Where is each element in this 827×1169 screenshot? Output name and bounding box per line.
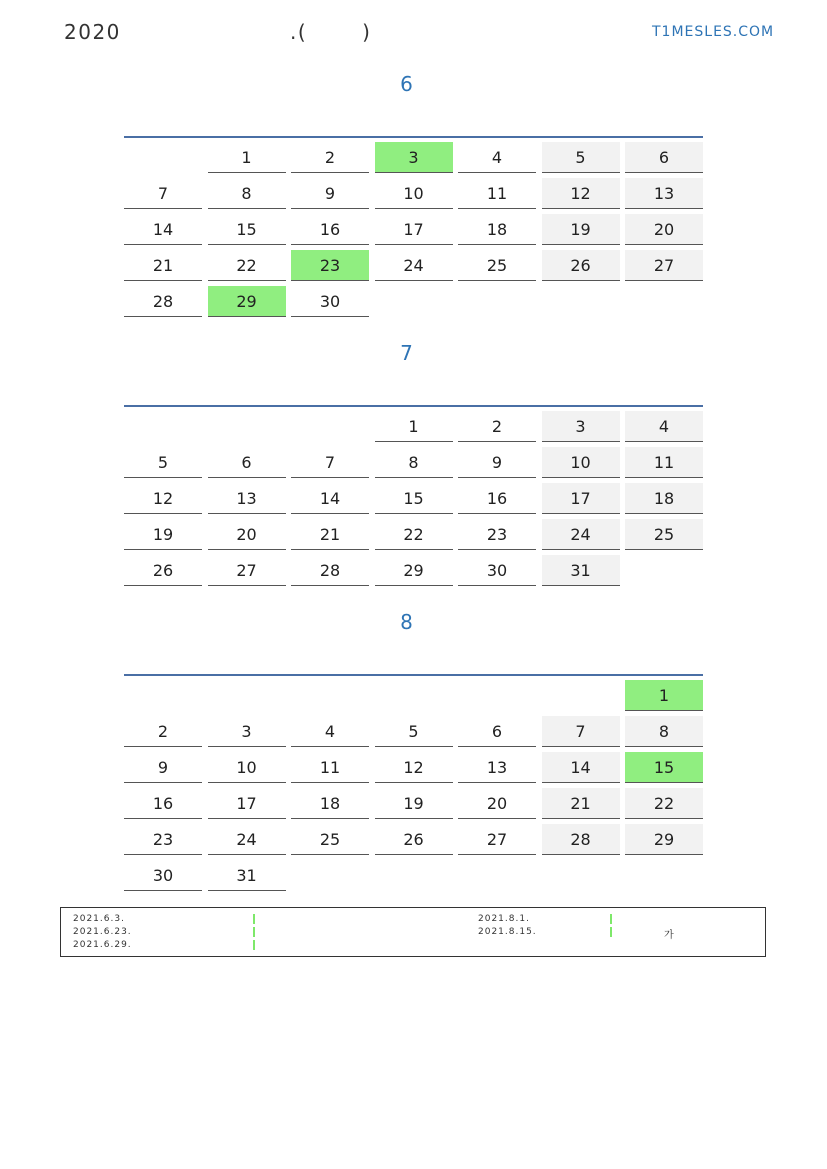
day-cell: 26 xyxy=(375,824,453,855)
week-row xyxy=(124,407,703,443)
day-cell: 24 xyxy=(208,824,286,855)
day-cell: 12 xyxy=(375,752,453,783)
day-cell: 14 xyxy=(291,483,369,514)
week-row xyxy=(124,443,703,479)
week-row xyxy=(124,820,703,856)
day-cell: 26 xyxy=(124,555,202,586)
day-cell: 1 xyxy=(375,411,453,442)
empty-cell xyxy=(375,860,453,891)
day-cell: 2 xyxy=(124,716,202,747)
day-cell: 15 xyxy=(375,483,453,514)
empty-cell xyxy=(124,411,202,442)
day-cell: 16 xyxy=(124,788,202,819)
day-cell: 3 xyxy=(208,716,286,747)
empty-cell xyxy=(291,860,369,891)
empty-cell xyxy=(542,860,620,891)
week-row xyxy=(124,138,703,174)
day-cell: 22 xyxy=(208,250,286,281)
day-cell: 6 xyxy=(625,142,703,173)
day-cell: 28 xyxy=(542,824,620,855)
day-cell: 11 xyxy=(291,752,369,783)
week-row xyxy=(124,551,703,587)
day-cell: 12 xyxy=(542,178,620,209)
day-cell: 18 xyxy=(458,214,536,245)
day-cell: 18 xyxy=(291,788,369,819)
day-cell: 30 xyxy=(291,286,369,317)
note-date: 2021.6.3. xyxy=(73,914,125,924)
day-cell: 4 xyxy=(625,411,703,442)
empty-cell xyxy=(291,680,369,711)
holiday-day-cell: 23 xyxy=(291,250,369,281)
month-title-july: 7 xyxy=(400,341,413,365)
day-cell: 27 xyxy=(625,250,703,281)
day-cell: 11 xyxy=(625,447,703,478)
day-cell: 16 xyxy=(291,214,369,245)
day-cell: 13 xyxy=(208,483,286,514)
day-cell: 31 xyxy=(542,555,620,586)
day-cell: 19 xyxy=(124,519,202,550)
empty-cell xyxy=(625,286,703,317)
day-cell: 25 xyxy=(458,250,536,281)
empty-cell xyxy=(542,286,620,317)
day-cell: 25 xyxy=(625,519,703,550)
week-row xyxy=(124,282,703,318)
day-cell: 23 xyxy=(124,824,202,855)
holiday-day-cell: 15 xyxy=(625,752,703,783)
day-cell: 12 xyxy=(124,483,202,514)
day-cell: 4 xyxy=(291,716,369,747)
note-date: 2021.8.1. xyxy=(478,914,530,924)
day-cell: 20 xyxy=(625,214,703,245)
calendar-june xyxy=(124,136,703,318)
week-row xyxy=(124,246,703,282)
day-cell: 30 xyxy=(458,555,536,586)
week-row xyxy=(124,515,703,551)
day-cell: 17 xyxy=(375,214,453,245)
week-row xyxy=(124,174,703,210)
day-cell: 21 xyxy=(542,788,620,819)
calendar-august xyxy=(124,674,703,892)
day-cell: 14 xyxy=(124,214,202,245)
day-cell: 23 xyxy=(458,519,536,550)
week-row xyxy=(124,712,703,748)
day-cell: 29 xyxy=(375,555,453,586)
day-cell: 6 xyxy=(208,447,286,478)
day-cell: 31 xyxy=(208,860,286,891)
month-title-june: 6 xyxy=(400,72,413,96)
empty-cell xyxy=(625,555,703,586)
day-cell: 29 xyxy=(625,824,703,855)
holiday-day-cell: 3 xyxy=(375,142,453,173)
note-date: 2021.8.15. xyxy=(478,927,537,937)
holiday-day-cell: 1 xyxy=(625,680,703,711)
empty-cell xyxy=(458,680,536,711)
day-cell: 13 xyxy=(625,178,703,209)
holiday-notes xyxy=(60,907,766,957)
day-cell: 10 xyxy=(542,447,620,478)
day-cell: 20 xyxy=(208,519,286,550)
week-row xyxy=(124,748,703,784)
day-cell: 28 xyxy=(291,555,369,586)
day-cell: 15 xyxy=(208,214,286,245)
day-cell: 7 xyxy=(542,716,620,747)
empty-cell xyxy=(124,142,202,173)
note-text: 가 xyxy=(664,930,674,941)
day-cell: 13 xyxy=(458,752,536,783)
day-cell: 24 xyxy=(542,519,620,550)
day-cell: 30 xyxy=(124,860,202,891)
empty-cell xyxy=(208,411,286,442)
month-title-august: 8 xyxy=(400,610,413,634)
week-row xyxy=(124,676,703,712)
calendar-july xyxy=(124,405,703,587)
holiday-day-cell: 29 xyxy=(208,286,286,317)
day-cell: 10 xyxy=(208,752,286,783)
day-cell: 8 xyxy=(375,447,453,478)
note-date: 2021.6.29. xyxy=(73,940,132,950)
holiday-marker xyxy=(610,927,612,937)
day-cell: 5 xyxy=(542,142,620,173)
day-cell: 14 xyxy=(542,752,620,783)
day-cell: 11 xyxy=(458,178,536,209)
day-cell: 1 xyxy=(208,142,286,173)
empty-cell xyxy=(458,860,536,891)
empty-cell xyxy=(375,680,453,711)
day-cell: 21 xyxy=(124,250,202,281)
day-cell: 20 xyxy=(458,788,536,819)
holiday-marker xyxy=(253,940,255,950)
header-year: 2020 xyxy=(64,20,121,44)
day-cell: 10 xyxy=(375,178,453,209)
day-cell: 19 xyxy=(375,788,453,819)
day-cell: 22 xyxy=(375,519,453,550)
empty-cell xyxy=(625,860,703,891)
day-cell: 3 xyxy=(542,411,620,442)
day-cell: 17 xyxy=(542,483,620,514)
empty-cell xyxy=(124,680,202,711)
day-cell: 8 xyxy=(208,178,286,209)
day-cell: 9 xyxy=(124,752,202,783)
note-date: 2021.6.23. xyxy=(73,927,132,937)
day-cell: 24 xyxy=(375,250,453,281)
day-cell: 2 xyxy=(458,411,536,442)
day-cell: 9 xyxy=(291,178,369,209)
day-cell: 4 xyxy=(458,142,536,173)
day-cell: 2 xyxy=(291,142,369,173)
day-cell: 27 xyxy=(458,824,536,855)
week-row xyxy=(124,856,703,892)
day-cell: 19 xyxy=(542,214,620,245)
day-cell: 28 xyxy=(124,286,202,317)
day-cell: 26 xyxy=(542,250,620,281)
header-title: .( ) xyxy=(290,20,372,44)
empty-cell xyxy=(375,286,453,317)
day-cell: 5 xyxy=(124,447,202,478)
holiday-marker xyxy=(253,914,255,924)
day-cell: 8 xyxy=(625,716,703,747)
week-row xyxy=(124,210,703,246)
week-row xyxy=(124,784,703,820)
holiday-marker xyxy=(253,927,255,937)
day-cell: 17 xyxy=(208,788,286,819)
day-cell: 7 xyxy=(124,178,202,209)
holiday-marker xyxy=(610,914,612,924)
day-cell: 7 xyxy=(291,447,369,478)
day-cell: 21 xyxy=(291,519,369,550)
empty-cell xyxy=(208,680,286,711)
empty-cell xyxy=(542,680,620,711)
day-cell: 6 xyxy=(458,716,536,747)
day-cell: 9 xyxy=(458,447,536,478)
day-cell: 27 xyxy=(208,555,286,586)
week-row xyxy=(124,479,703,515)
day-cell: 22 xyxy=(625,788,703,819)
day-cell: 25 xyxy=(291,824,369,855)
empty-cell xyxy=(458,286,536,317)
brand-link[interactable]: T1MESLES.COM xyxy=(652,24,775,40)
day-cell: 5 xyxy=(375,716,453,747)
day-cell: 16 xyxy=(458,483,536,514)
day-cell: 18 xyxy=(625,483,703,514)
empty-cell xyxy=(291,411,369,442)
